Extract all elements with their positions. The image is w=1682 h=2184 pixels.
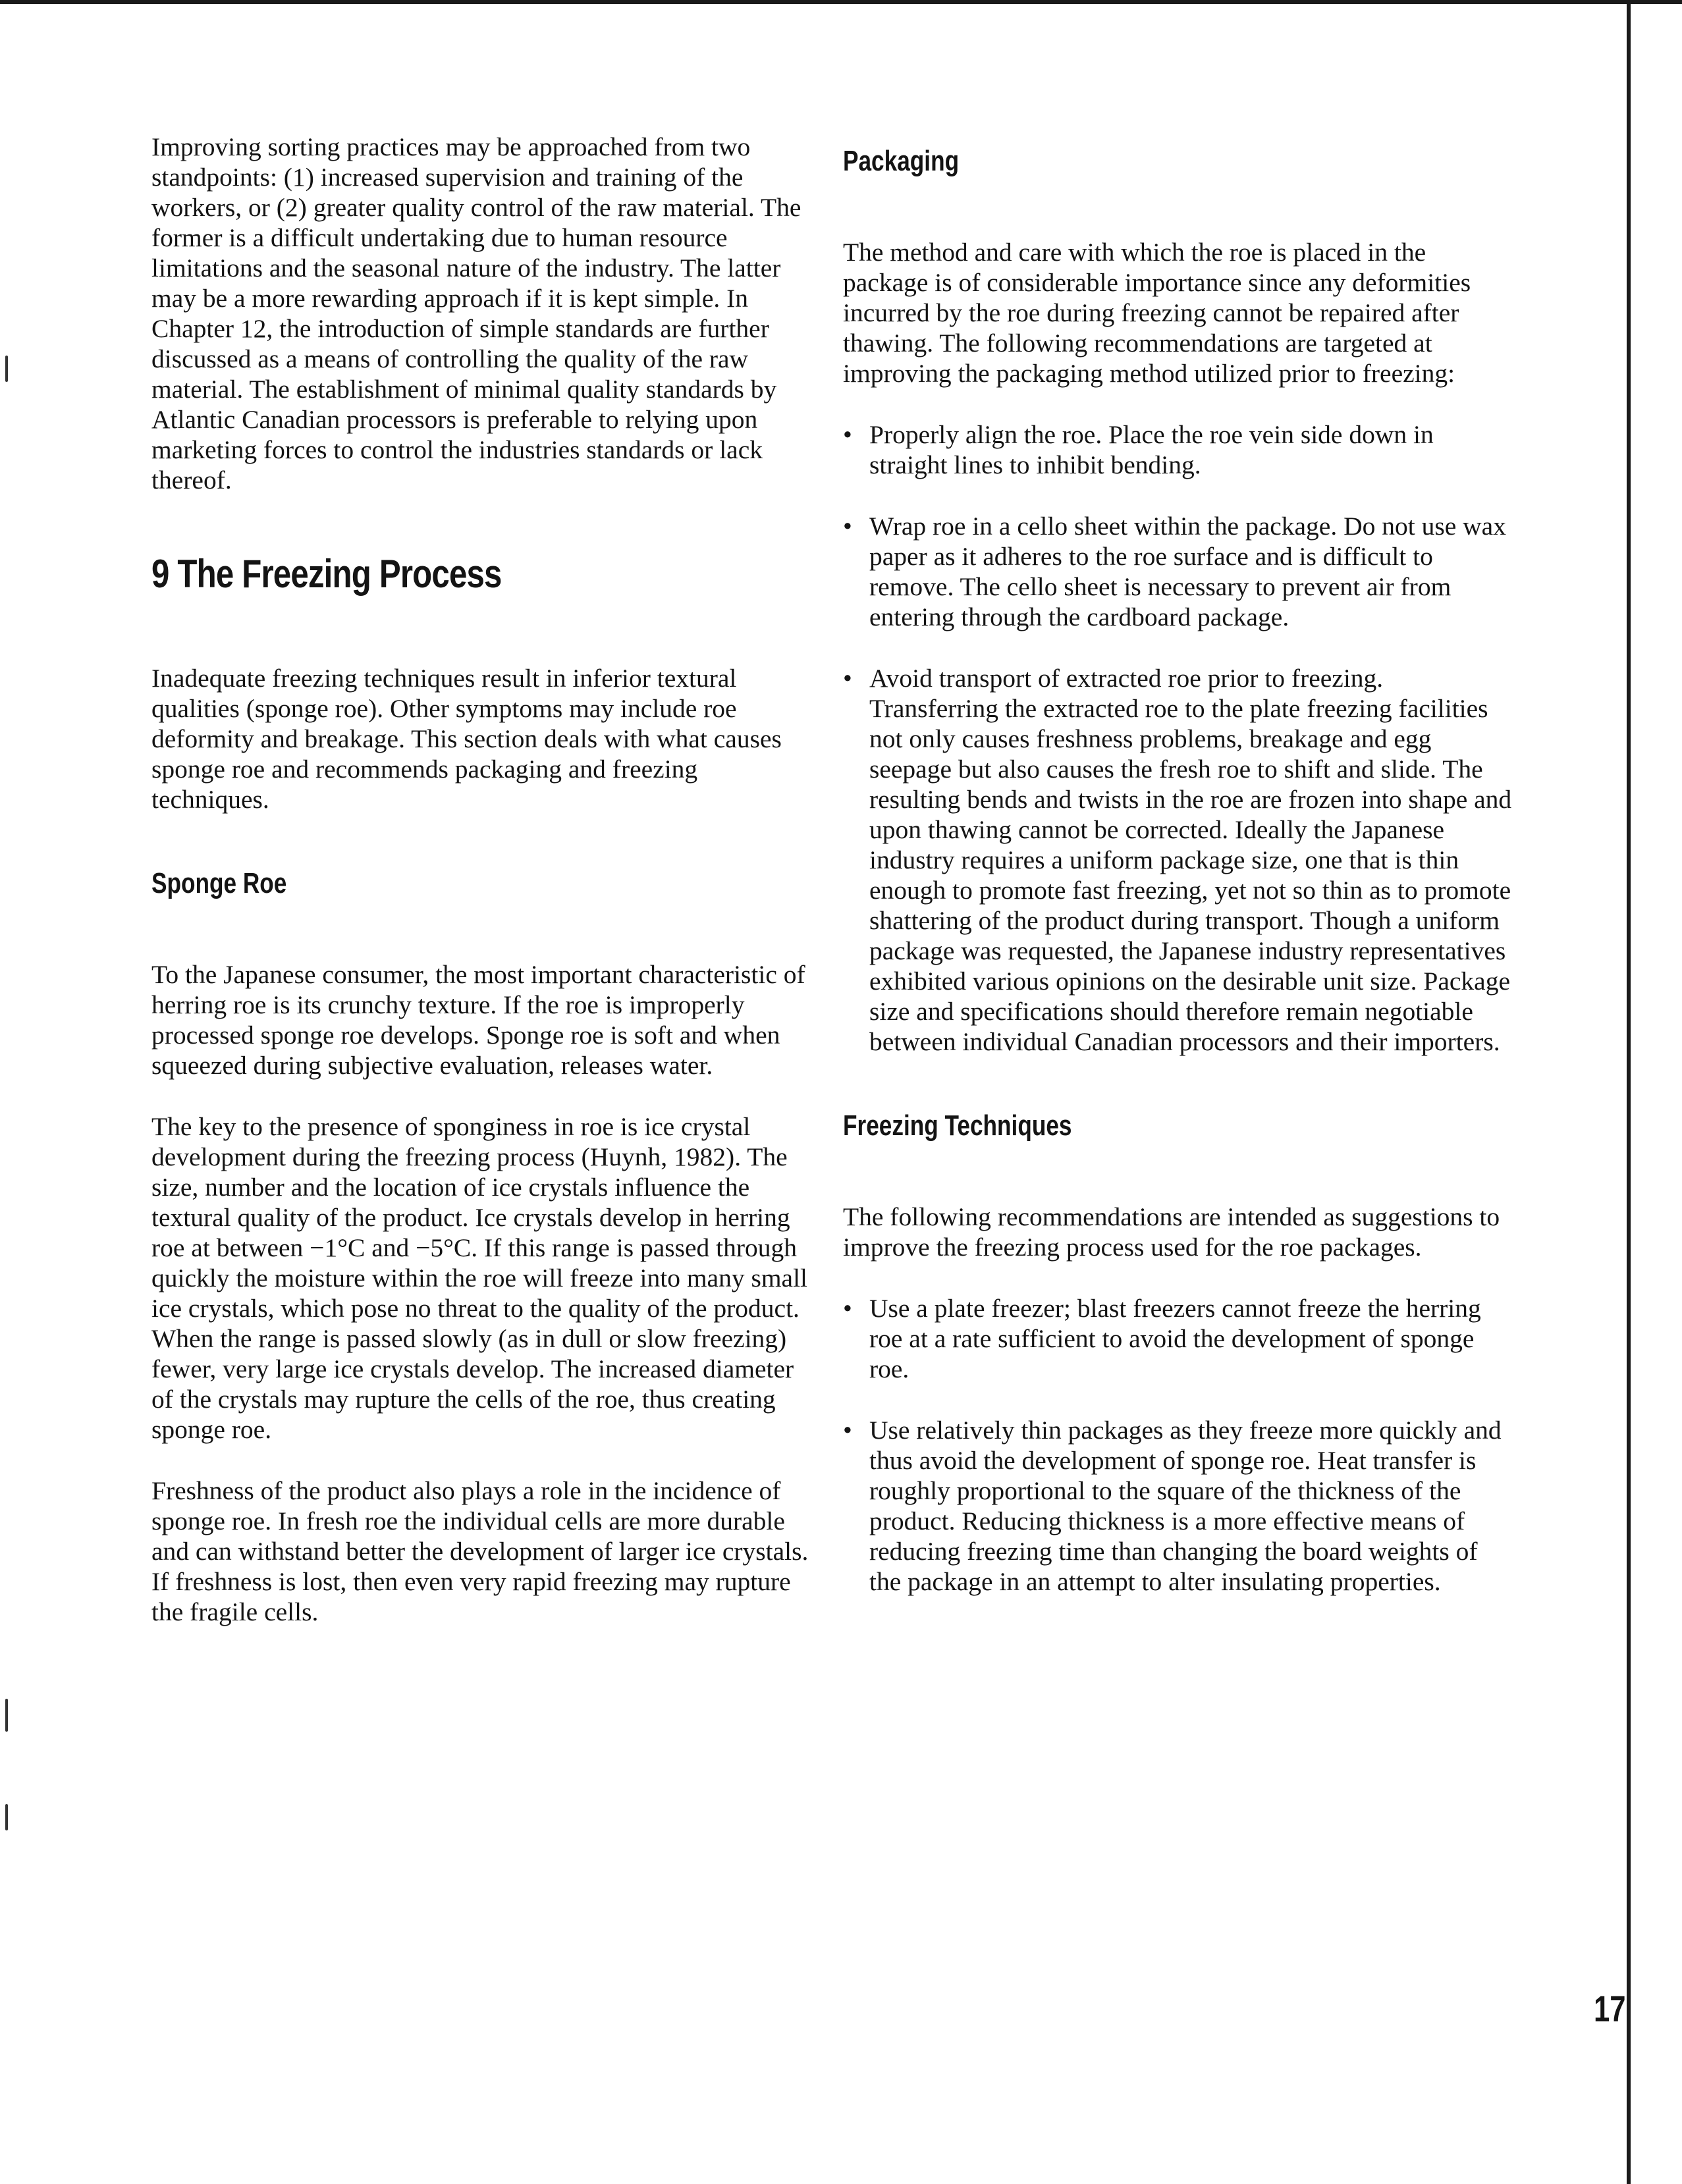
page-number: 17 xyxy=(1594,1988,1626,2029)
list-item xyxy=(843,1415,1515,1597)
section-intro-paragraph: Inadequate freezing techniques result in inferior textural qualities (sponge roe). Other symptoms may include roe deformity and breakage. This section deals with what causes sponge roe and recommends packaging and freezing techniques. xyxy=(151,664,782,814)
margin-binding-mark xyxy=(5,1804,8,1830)
margin-binding-mark xyxy=(5,1699,8,1732)
freezing-list xyxy=(843,1293,1515,1597)
freezing-intro-paragraph: The following recommendations are intended as suggestions to improve the freezing process used for the roe packages. xyxy=(843,1202,1500,1262)
sponge-paragraph-1: To the Japanese consumer, the most important characteristic of herring roe is its crunchy texture. If the roe is improperly processed sponge roe develops. Sponge roe is soft and when squeezed during subjective evaluation, releases water. xyxy=(151,960,805,1080)
subheading-packaging: Packaging xyxy=(843,145,960,177)
subheading-sponge-roe: Sponge Roe xyxy=(151,867,287,899)
bullet-icon: • xyxy=(843,512,852,541)
list-item-text: Properly align the roe. Place the roe vein side down in straight lines to inhibit bending. xyxy=(869,420,1434,479)
sponge-paragraph-2: The key to the presence of sponginess in roe is ice crystal development during the freezing process (Huynh, 1982). The size, number and the location of ice crystals influence the textural quality of the product. Ice crystals develop in herring roe at between −1°C and −5°C. If this range is passed through quickly the moisture within the roe will freeze into many small ice crystals, which pose no threat to the quality of the product. When the range is passed slowly (as in dull or slow freezing) fewer, very large ice crystals develop. The increased diameter of the crystals may rupture the cells of the roe, thus creating sponge roe. xyxy=(151,1112,808,1444)
left-column xyxy=(151,132,817,1658)
right-column xyxy=(843,132,1515,1628)
list-item xyxy=(843,663,1515,1057)
section-heading: 9 The Freezing Process xyxy=(151,552,502,596)
list-item xyxy=(843,1293,1515,1384)
margin-binding-mark xyxy=(5,356,8,382)
list-item xyxy=(843,419,1515,480)
bullet-icon: • xyxy=(843,664,852,693)
list-item-text: Avoid transport of extracted roe prior to freezing. Transferring the extracted roe to the plate freezing facilities not only causes freshness problems, breakage and egg seepage but also causes the fresh roe to shift and slide. The resulting bends and twists in the roe are frozen into shape and upon thawing cannot be corrected. Ideally the Japanese industry requires a uniform package size, one that is thin enough to promote fast freezing, yet not so thin as to promote shattering of the product during transport. Though a uniform package was requested, the Japanese industry representatives exhibited various opinions on the desirable unit size. Package size and specifications should therefore remain negotiable between individual Canadian processors and their importers. xyxy=(869,664,1512,1056)
top-border-rule xyxy=(0,0,1682,4)
subheading-freezing-techniques: Freezing Techniques xyxy=(843,1109,1072,1142)
packaging-intro-paragraph: The method and care with which the roe is placed in the package is of considerable importance since any deformities incurred by the roe during freezing cannot be repaired after thawing. The following recommendations are targeted at improving the packaging method utilized prior to freezing: xyxy=(843,238,1471,388)
bullet-icon: • xyxy=(843,420,852,449)
list-item-text: Wrap roe in a cello sheet within the package. Do not use wax paper as it adheres to the roe surface and is difficult to remove. The cello sheet is necessary to prevent air from entering through the cardboard package. xyxy=(869,512,1506,631)
list-item xyxy=(843,511,1515,632)
sponge-paragraph-3: Freshness of the product also plays a role in the incidence of sponge roe. In fresh roe the individual cells are more durable and can withstand better the development of larger ice crystals. If freshness is lost, then even very rapid freezing may rupture the fragile cells. xyxy=(151,1476,809,1626)
bullet-icon: • xyxy=(843,1294,852,1323)
bullet-icon: • xyxy=(843,1416,852,1445)
intro-paragraph: Improving sorting practices may be approached from two standpoints: (1) increased supervision and training of the workers, or (2) greater quality control of the raw material. The former is a difficult undertaking due to human resource limitations and the seasonal nature of the industry. The latter may be a more rewarding approach if it is kept simple. In Chapter 12, the introduction of simple standards are further discussed as a means of controlling the quality of the raw material. The establishment of minimal quality standards by Atlantic Canadian processors is preferable to relying upon marketing forces to control the industries standards or lack thereof. xyxy=(151,132,801,494)
right-border-rule xyxy=(1627,0,1631,2184)
list-item-text: Use relatively thin packages as they freeze more quickly and thus avoid the development of sponge roe. Heat transfer is roughly proportional to the square of the thickness of the product. Reducing thickness is a more effective means of reducing freezing time than changing the board weights of the package in an attempt to alter insulating properties. xyxy=(869,1416,1502,1596)
packaging-list xyxy=(843,419,1515,1057)
list-item-text: Use a plate freezer; blast freezers cannot freeze the herring roe at a rate sufficient to avoid the development of sponge roe. xyxy=(869,1294,1481,1383)
